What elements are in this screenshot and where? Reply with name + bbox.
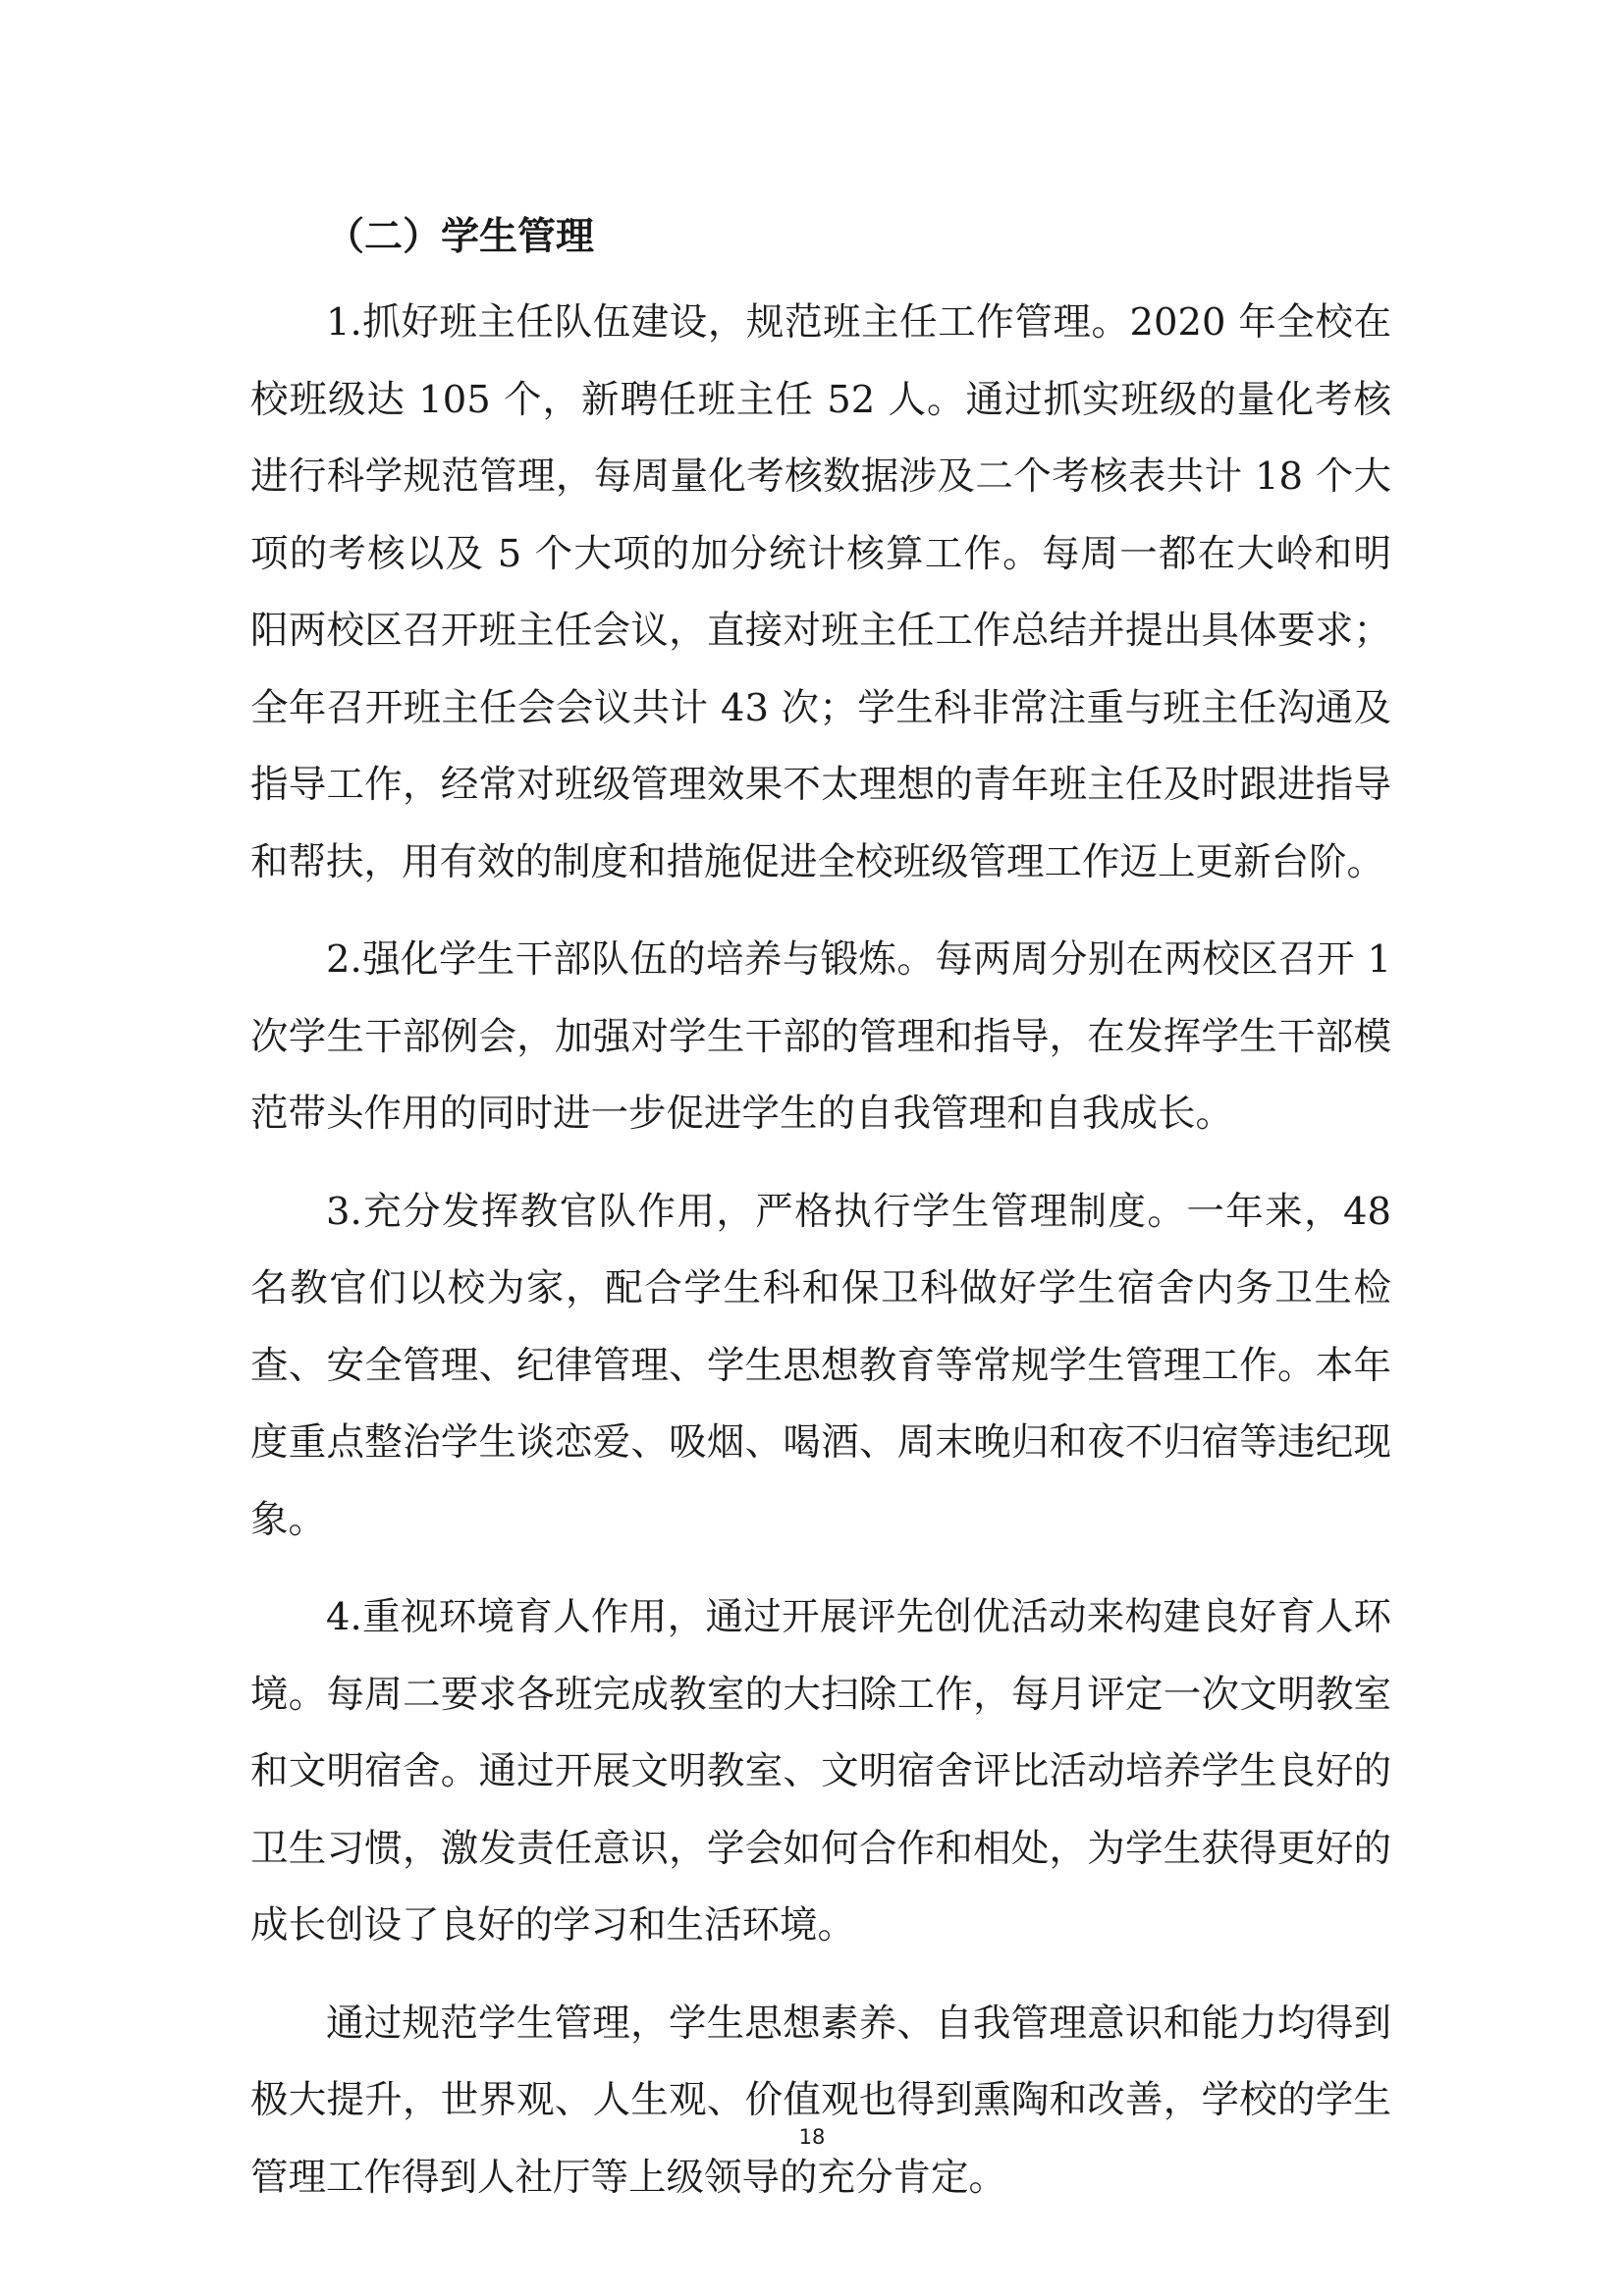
body-text [250, 285, 1391, 2237]
paragraph-environment-education: 4.重视环境育人作用，通过开展评先创优活动来构建良好育人环境。每周二要求各班完成教室的大扫除工作，每月评定一次文明教室和文明宿舍。通过开展文明教室、文明宿舍评比活动培养学生良好的卫生习惯，激发责任意识，学会如何合作和相处，为学生获得更好的成长创设了良好的学习和生活环境。 [250, 1595, 1391, 1948]
section-heading: （二）学生管理 [326, 215, 595, 259]
paragraph-student-cadres: 2.强化学生干部队伍的培养与锻炼。每两周分别在两校区召开 1 次学生干部例会，加强对学生干部的管理和指导，在发挥学生干部模范带头作用的同时进一步促进学生的自我管理和自我成长。 [250, 937, 1391, 1136]
paragraph-summary: 通过规范学生管理，学生思想素养、自我管理意识和能力均得到极大提升，世界观、人生观、价值观也得到熏陶和改善，学校的学生管理工作得到人社厅等上级领导的充分肯定。 [250, 2001, 1391, 2200]
page-number: 18 [798, 2125, 826, 2149]
paragraph-class-teacher-management: 1.抓好班主任队伍建设，规范班主任工作管理。2020 年全校在校班级达 105 个，新聘任班主任 52 人。通过抓实班级的量化考核进行科学规范管理，每周量化考核数据涉及二个考核表共计 18 个大项的考核以及 5 个大项的加分统计核算工作。每周一都在大岭和明阳两校区召开班主任会议，直接对班主任工作总结并提出具体要求；全年召开班主任会会议共计 43 次；学生科非常注重与班主任沟通及指导工作，经常对班级管理效果不太理想的青年班主任及时跟进指导和帮扶，用有效的制度和措施促进全校班级管理工作迈上更新台阶。 [250, 300, 1391, 884]
paragraph-instructor-team: 3.充分发挥教官队作用，严格执行学生管理制度。一年来，48 名教官们以校为家，配合学生科和保卫科做好学生宿舍内务卫生检查、安全管理、纪律管理、学生思想教育等常规学生管理工作。本年度重点整治学生谈恋爱、吸烟、喝酒、周末晚归和夜不归宿等违纪现象。 [250, 1189, 1391, 1542]
